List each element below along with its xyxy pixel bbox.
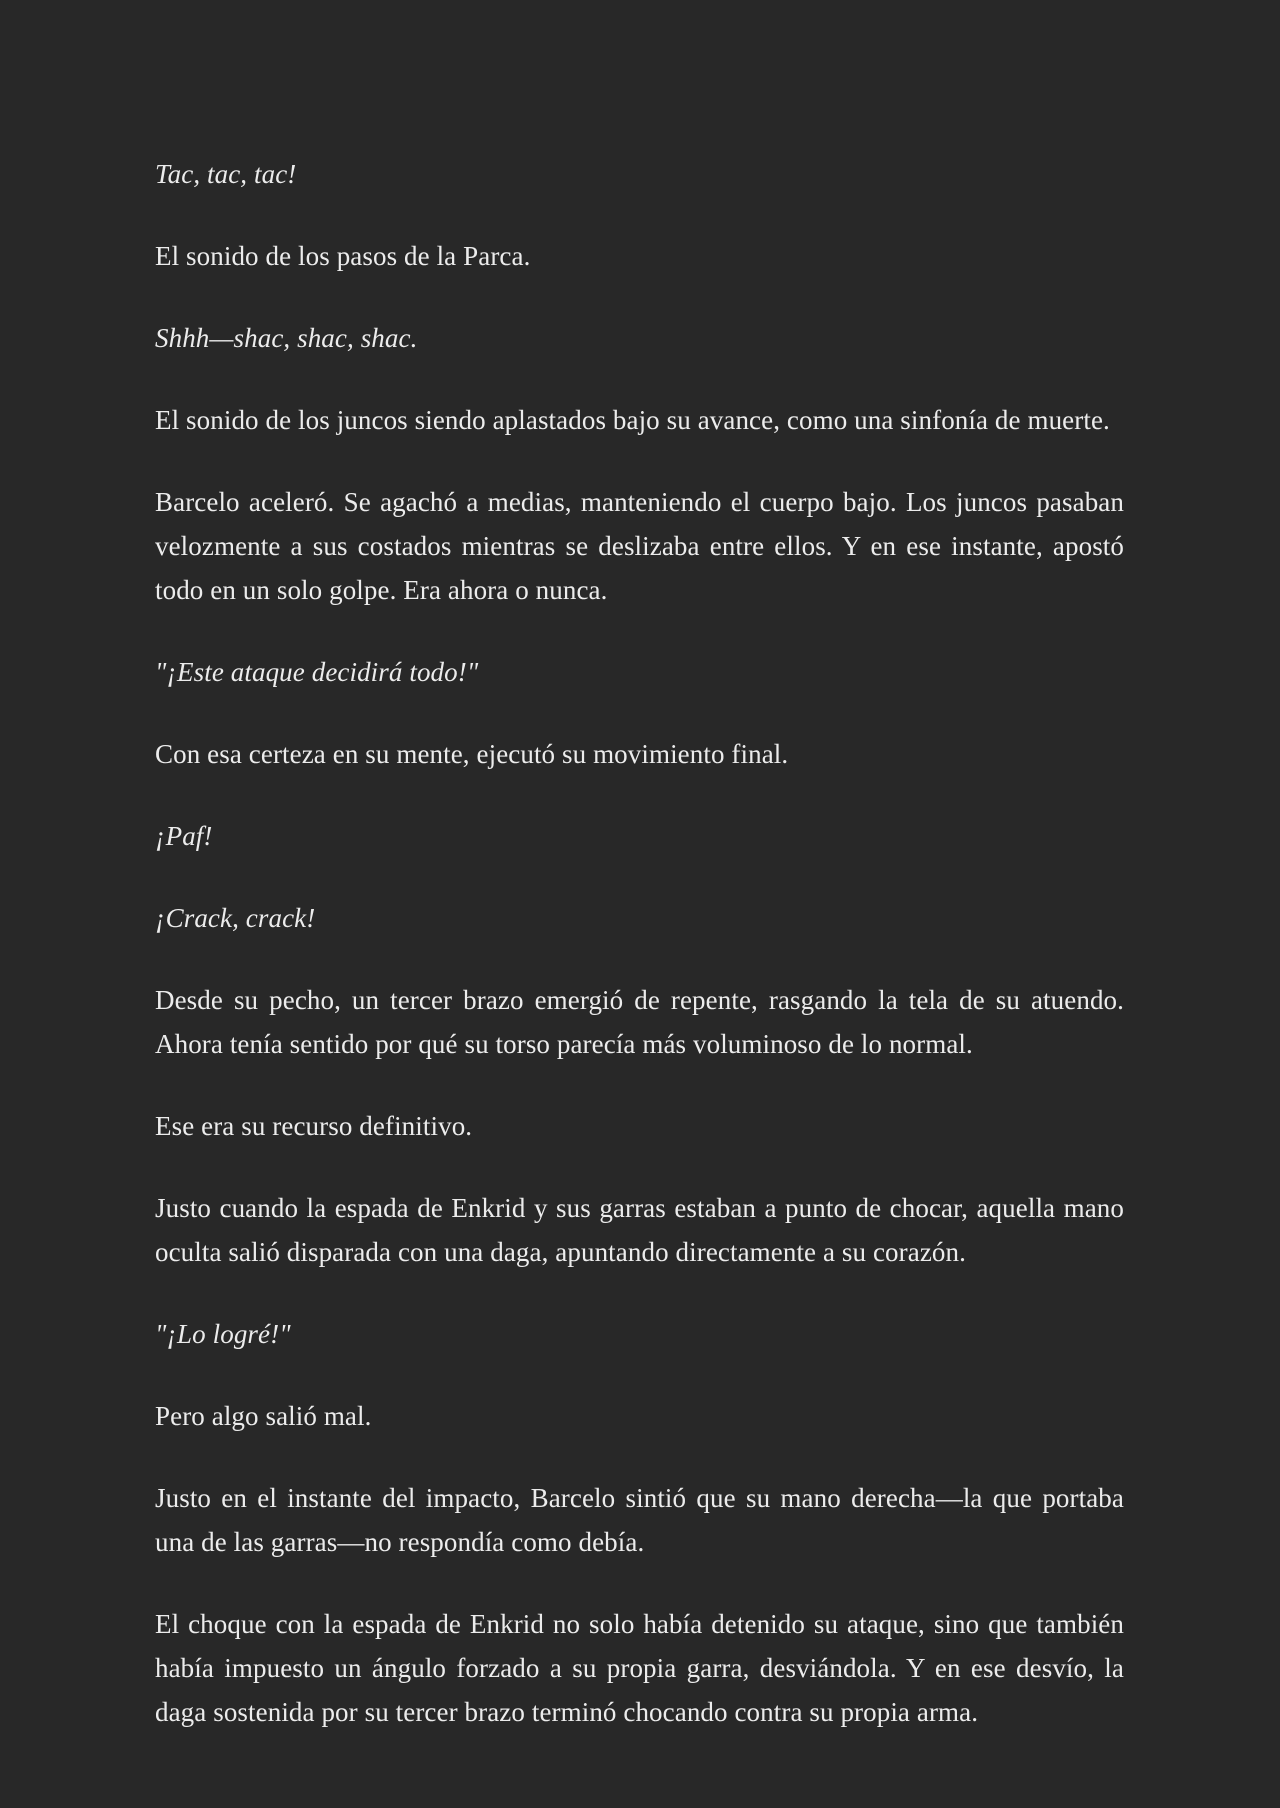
paragraph: El sonido de los juncos siendo aplastados bajo su avance, como una sinfonía de muerte.: [155, 405, 1110, 435]
paragraph: Barcelo aceleró. Se agachó a medias, manteniendo el cuerpo bajo. Los juncos pasaban velozmente a sus costados mientras se deslizaba entre ellos. Y en ese instante, apostó todo en un solo golpe. Era ahora o nunca.: [155, 487, 1124, 605]
paragraph: Con esa certeza en su mente, ejecutó su movimiento final.: [155, 739, 789, 769]
paragraph: Pero algo salió mal.: [155, 1401, 372, 1431]
paragraph: Justo en el instante del impacto, Barcelo sintió que su mano derecha—la que portaba una de las garras—no respondía como debía.: [155, 1483, 1124, 1557]
paragraph: "¡Lo logré!": [155, 1319, 291, 1349]
paragraph: Justo cuando la espada de Enkrid y sus garras estaban a punto de chocar, aquella mano oculta salió disparada con una daga, apuntando directamente a su corazón.: [155, 1193, 1124, 1267]
paragraph: El sonido de los pasos de la Parca.: [155, 241, 531, 271]
paragraph: Shhh—shac, shac, shac.: [155, 323, 418, 353]
paragraph: ¡Crack, crack!: [155, 903, 316, 933]
paragraph: Tac, tac, tac!: [155, 159, 297, 189]
paragraph: Desde su pecho, un tercer brazo emergió de repente, rasgando la tela de su atuendo. Ahora tenía sentido por qué su torso parecía más voluminoso de lo normal.: [155, 985, 1124, 1059]
paragraph: ¡Paf!: [155, 821, 213, 851]
paragraph: "¡Este ataque decidirá todo!": [155, 657, 479, 687]
paragraph: Ese era su recurso definitivo.: [155, 1111, 473, 1141]
paragraph: El choque con la espada de Enkrid no solo había detenido su ataque, sino que también había impuesto un ángulo forzado a su propia garra, desviándola. Y en ese desvío, la daga sostenida por su tercer brazo terminó chocando contra su propia arma.: [155, 1609, 1124, 1727]
